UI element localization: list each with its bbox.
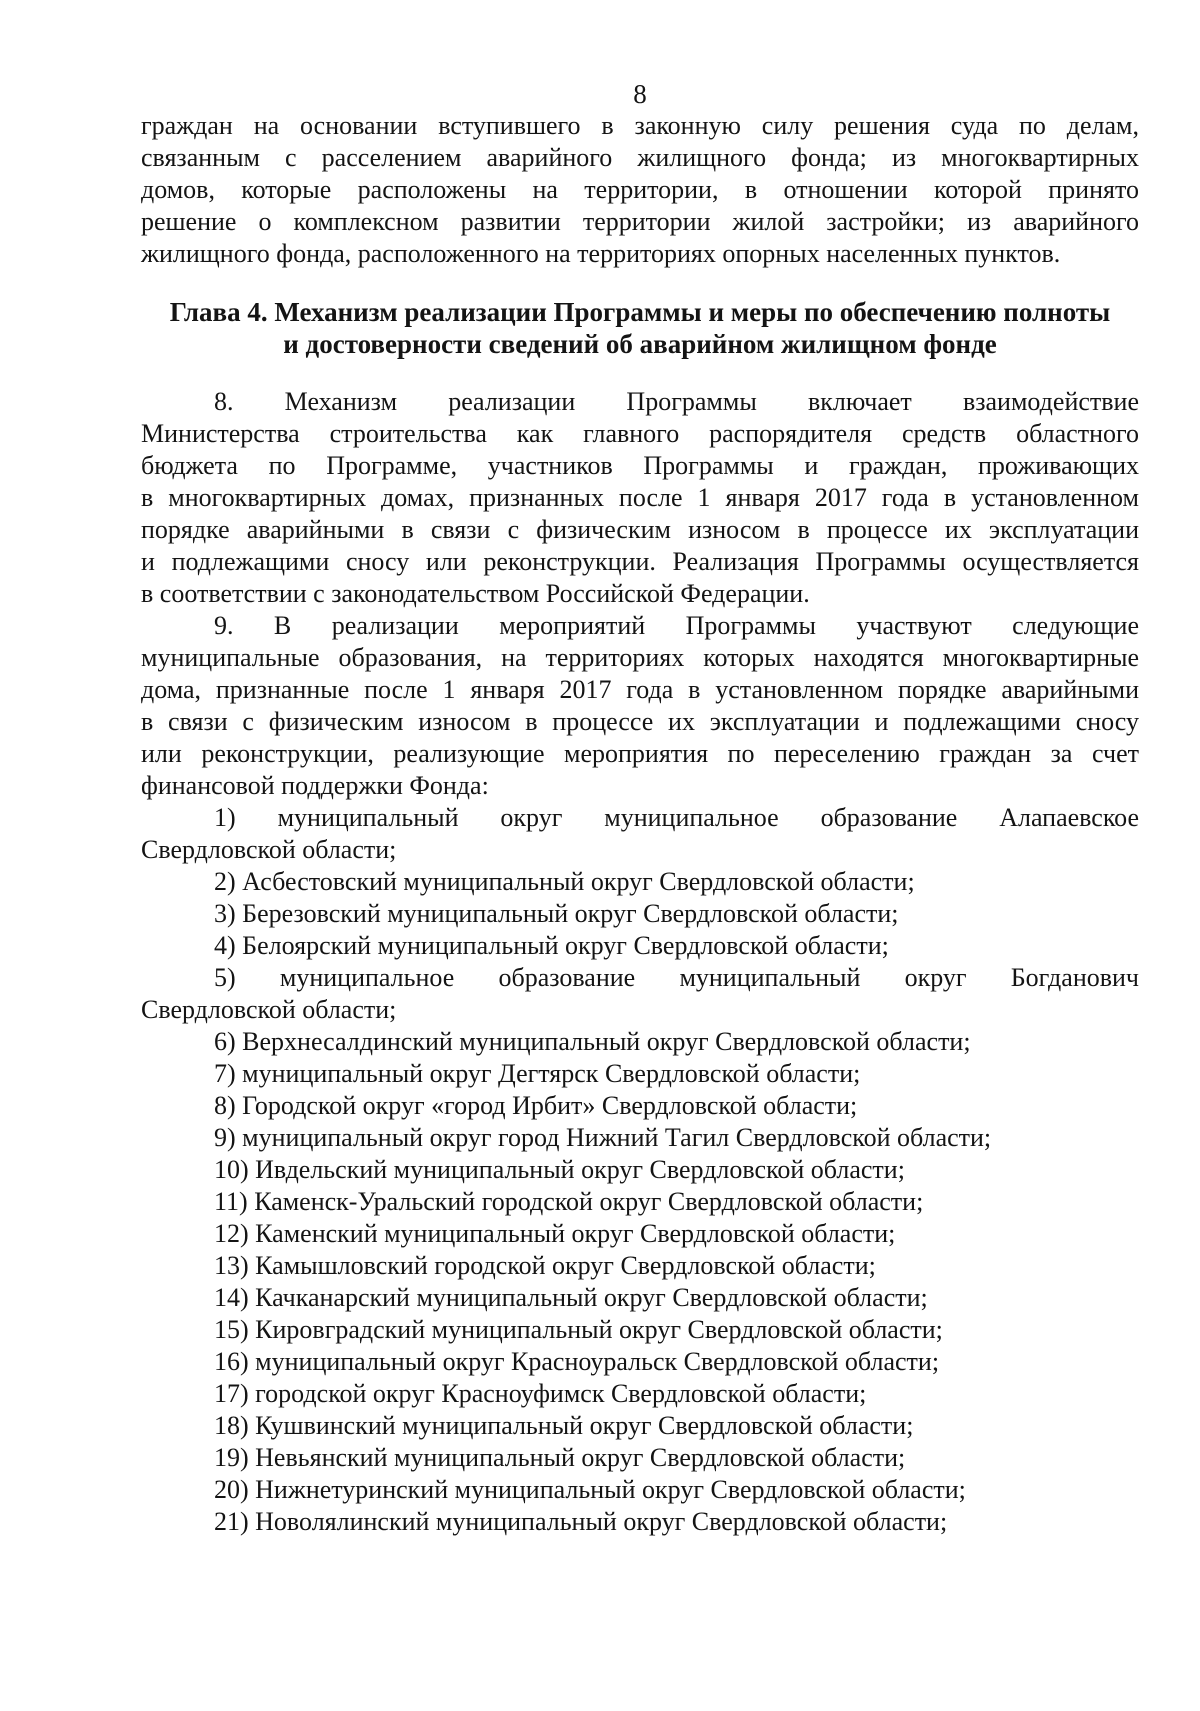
chapter-heading <box>141 296 1139 360</box>
text-line: муниципальные образования, на территориях которых находятся многоквартирные <box>141 643 1139 672</box>
list-item: 6) Верхнесалдинский муниципальный округ Свердловской области; <box>214 1027 971 1056</box>
paragraph-8 <box>141 386 1139 610</box>
intro-paragraph <box>141 110 1139 270</box>
list-item: 13) Камышловский городской округ Свердловской области; <box>214 1251 876 1280</box>
paragraph-9 <box>141 610 1139 802</box>
text-line: Министерства строительства как главного распорядителя средств областного <box>141 419 1139 448</box>
list-item-text: 5) муниципальное образование муниципальный округ Богданович <box>214 963 1139 992</box>
list-item: 12) Каменский муниципальный округ Свердловской области; <box>214 1219 896 1248</box>
list-item: 11) Каменск-Уральский городской округ Свердловской области; <box>214 1187 924 1216</box>
list-item: 14) Качканарский муниципальный округ Свердловской области; <box>214 1283 928 1312</box>
list-item: 9) муниципальный округ город Нижний Тагил Свердловской области; <box>214 1123 992 1152</box>
text-line: домов, которые расположены на территории, в отношении которой принято <box>141 175 1139 204</box>
heading-line: и достоверности сведений об аварийном жилищном фонде <box>283 329 997 359</box>
text-line: в многоквартирных домах, признанных после 1 января 2017 года в установленном <box>141 483 1139 512</box>
list-item: 19) Невьянский муниципальный округ Свердловской области; <box>214 1443 906 1472</box>
text-line: дома, признанные после 1 января 2017 года в установленном порядке аварийными <box>141 675 1139 704</box>
text-line: и подлежащими сносу или реконструкции. Реализация Программы осуществляется <box>141 547 1139 576</box>
text-line: бюджета по Программе, участников Программы и граждан, проживающих <box>141 451 1139 480</box>
page-number: 8 <box>633 79 647 109</box>
list-item <box>141 802 1139 866</box>
list-item <box>141 962 1139 1026</box>
text-line: решение о комплексном развитии территории жилой застройки; из аварийного <box>141 207 1139 236</box>
text-line: жилищного фонда, расположенного на территориях опорных населенных пунктов. <box>141 239 1061 268</box>
list-item: 16) муниципальный округ Красноуральск Свердловской области; <box>214 1347 940 1376</box>
list-item: 2) Асбестовский муниципальный округ Свердловской области; <box>214 867 915 896</box>
list-item: 3) Березовский муниципальный округ Свердловской области; <box>214 899 899 928</box>
list-item: 10) Ивдельский муниципальный округ Свердловской области; <box>214 1155 905 1184</box>
text-line: порядке аварийными в связи с физическим износом в процессе их эксплуатации <box>141 515 1139 544</box>
list-item-continuation: Свердловской области; <box>141 995 397 1024</box>
text-line: 9. В реализации мероприятий Программы участвуют следующие <box>214 611 1139 640</box>
text-line: граждан на основании вступившего в законную силу решения суда по делам, <box>141 111 1139 140</box>
text-line: связанным с расселением аварийного жилищного фонда; из многоквартирных <box>141 143 1139 172</box>
municipality-list <box>141 802 1139 1538</box>
list-item-text: 1) муниципальный округ муниципальное образование Алапаевское <box>214 803 1139 832</box>
list-item: 20) Нижнетуринский муниципальный округ Свердловской области; <box>214 1475 966 1504</box>
list-item: 15) Кировградский муниципальный округ Свердловской области; <box>214 1315 943 1344</box>
text-line: или реконструкции, реализующие мероприятия по переселению граждан за счет <box>141 739 1139 768</box>
document-page <box>141 78 1139 1538</box>
text-line: 8. Механизм реализации Программы включает взаимодействие <box>214 387 1139 416</box>
list-item: 4) Белоярский муниципальный округ Свердловской области; <box>214 931 889 960</box>
heading-line: Глава 4. Механизм реализации Программы и меры по обеспечению полноты <box>169 297 1111 327</box>
list-item: 8) Городской округ «город Ирбит» Свердловской области; <box>214 1091 858 1120</box>
text-line: в соответствии с законодательством Российской Федерации. <box>141 579 810 608</box>
list-item: 21) Новолялинский муниципальный округ Свердловской области; <box>214 1507 948 1536</box>
list-item-continuation: Свердловской области; <box>141 835 397 864</box>
text-line: финансовой поддержки Фонда: <box>141 771 489 800</box>
list-item: 17) городской округ Красноуфимск Свердловской области; <box>214 1379 867 1408</box>
list-item: 7) муниципальный округ Дегтярск Свердловской области; <box>214 1059 861 1088</box>
text-line: в связи с физическим износом в процессе их эксплуатации и подлежащими сносу <box>141 707 1139 736</box>
list-item: 18) Кушвинский муниципальный округ Свердловской области; <box>214 1411 914 1440</box>
